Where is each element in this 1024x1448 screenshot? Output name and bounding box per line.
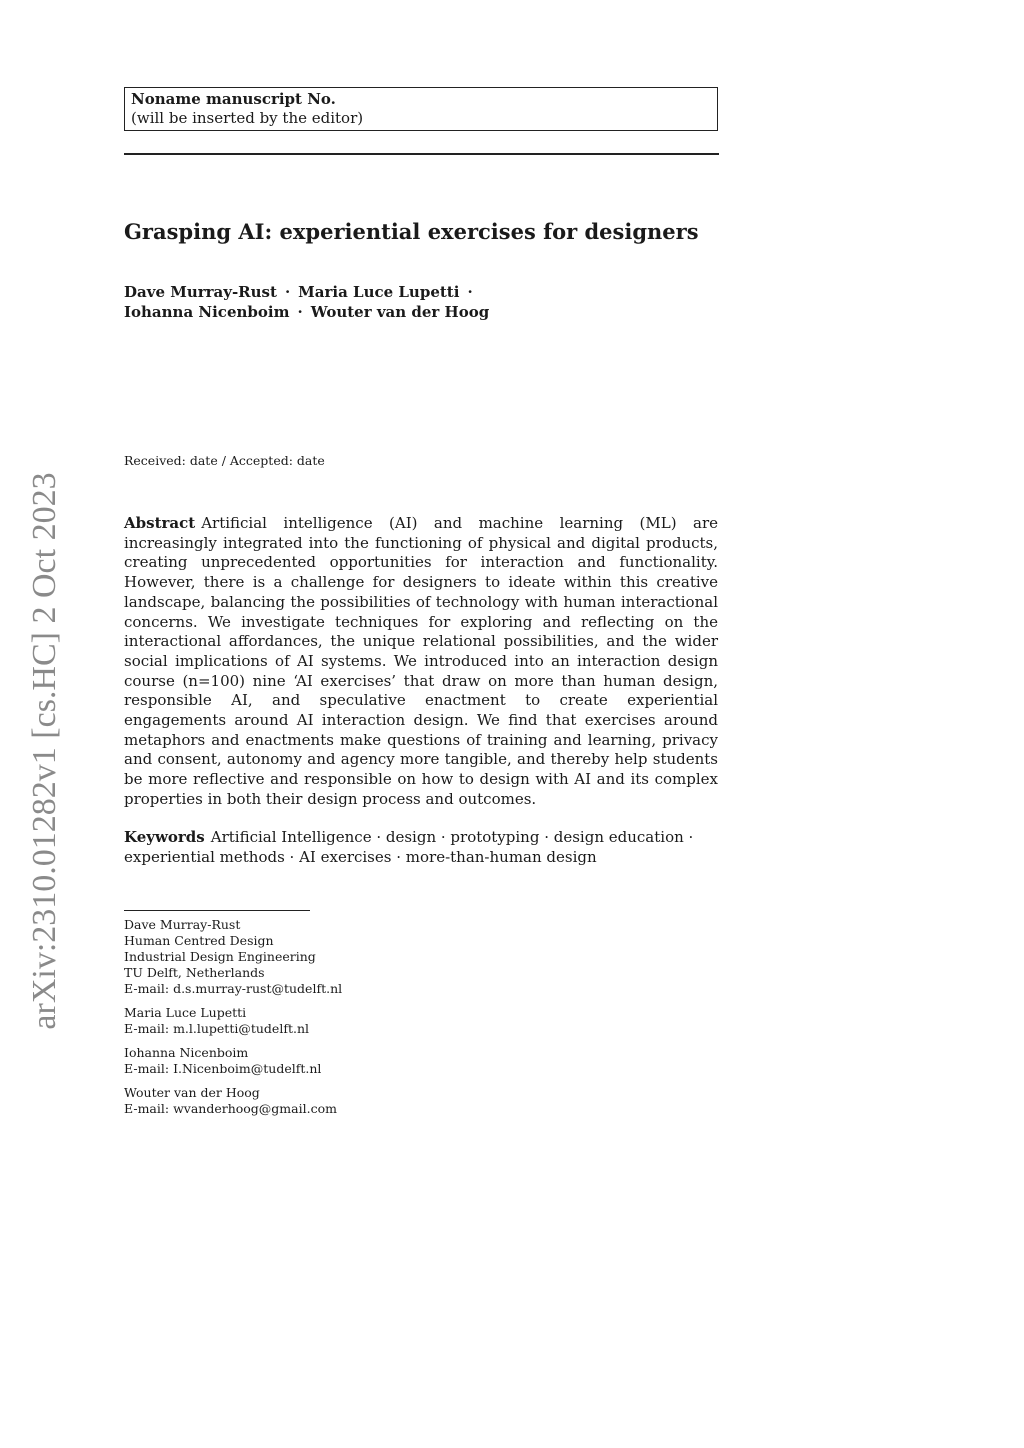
- affiliation-murray-rust: [124, 917, 524, 997]
- affiliation-email: E-mail: m.l.lupetti@tudelft.nl: [124, 1021, 309, 1036]
- manuscript-editor-note: (will be inserted by the editor): [131, 109, 364, 127]
- keywords-text: Artificial Intelligence · design · prototyping · design education · experiential methods · AI exercises · more-than-human design: [124, 828, 694, 866]
- author-separator: ·: [467, 283, 473, 301]
- affiliation-email: E-mail: I.Nicenboim@tudelft.nl: [124, 1061, 322, 1076]
- affiliation-van-der-hoog: [124, 1085, 524, 1117]
- affiliation-name: Wouter van der Hoog: [124, 1085, 260, 1100]
- affiliation-institution: TU Delft, Netherlands: [124, 965, 265, 980]
- arxiv-stamp: arXiv:2310.01282v1 [cs.HC] 2 Oct 2023: [26, 472, 63, 1030]
- abstract-label: Abstract: [124, 514, 196, 532]
- affiliation-department: Human Centred Design: [124, 933, 274, 948]
- abstract-text: Artificial intelligence (AI) and machine learning (ML) are increasingly integrated into the functioning of physical and digital products, creating unprecedented opportunities for interaction and functionality. However, there is a challenge for designers to ideate within this creative landscape, balancing the possibilities of technology with human interactional concerns. We investigate techniques for exploring and reflecting on the interactional affordances, the unique relational possibilities, and the wider social implications of AI systems. We introduced into an interaction design course (n=100) nine ‘AI exercises’ that draw on more than human design, responsible AI, and speculative enactment to create experiential engagements around AI interaction design. We find that exercises around metaphors and enactments make questions of training and learning, privacy and consent, autonomy and agency more tangible, and thereby help students be more reflective and responsible on how to design with AI and its complex properties in both their design process and outcomes.: [124, 514, 718, 808]
- author-name: Maria Luce Lupetti: [298, 283, 460, 301]
- author-name: Dave Murray-Rust: [124, 283, 277, 301]
- affiliation-name: Iohanna Nicenboim: [124, 1045, 249, 1060]
- affiliation-email: E-mail: wvanderhoog@gmail.com: [124, 1101, 337, 1116]
- received-accepted-dates: Received: date / Accepted: date: [124, 453, 325, 468]
- author-line-2: [124, 302, 724, 322]
- paper-title: Grasping AI: experiential exercises for designers: [124, 219, 699, 244]
- footnote-rule: [124, 910, 310, 911]
- author-name: Iohanna Nicenboim: [124, 303, 290, 321]
- author-affiliations: [124, 917, 524, 1125]
- author-separator: ·: [284, 283, 291, 301]
- keywords-label: Keywords: [124, 828, 205, 846]
- keywords: [124, 827, 718, 867]
- affiliation-lupetti: [124, 1005, 524, 1037]
- affiliation-nicenboim: [124, 1045, 524, 1077]
- author-name: Wouter van der Hoog: [310, 303, 490, 321]
- manuscript-box: [124, 87, 718, 131]
- abstract: [124, 514, 718, 810]
- author-separator: ·: [297, 303, 303, 321]
- author-list: [124, 282, 724, 322]
- author-line-1: [124, 282, 724, 302]
- affiliation-faculty: Industrial Design Engineering: [124, 949, 316, 964]
- manuscript-number-label: Noname manuscript No.: [131, 90, 336, 108]
- affiliation-email: E-mail: d.s.murray-rust@tudelft.nl: [124, 981, 343, 996]
- affiliation-name: Maria Luce Lupetti: [124, 1005, 247, 1020]
- title-rule: [124, 153, 719, 155]
- affiliation-name: Dave Murray-Rust: [124, 917, 241, 932]
